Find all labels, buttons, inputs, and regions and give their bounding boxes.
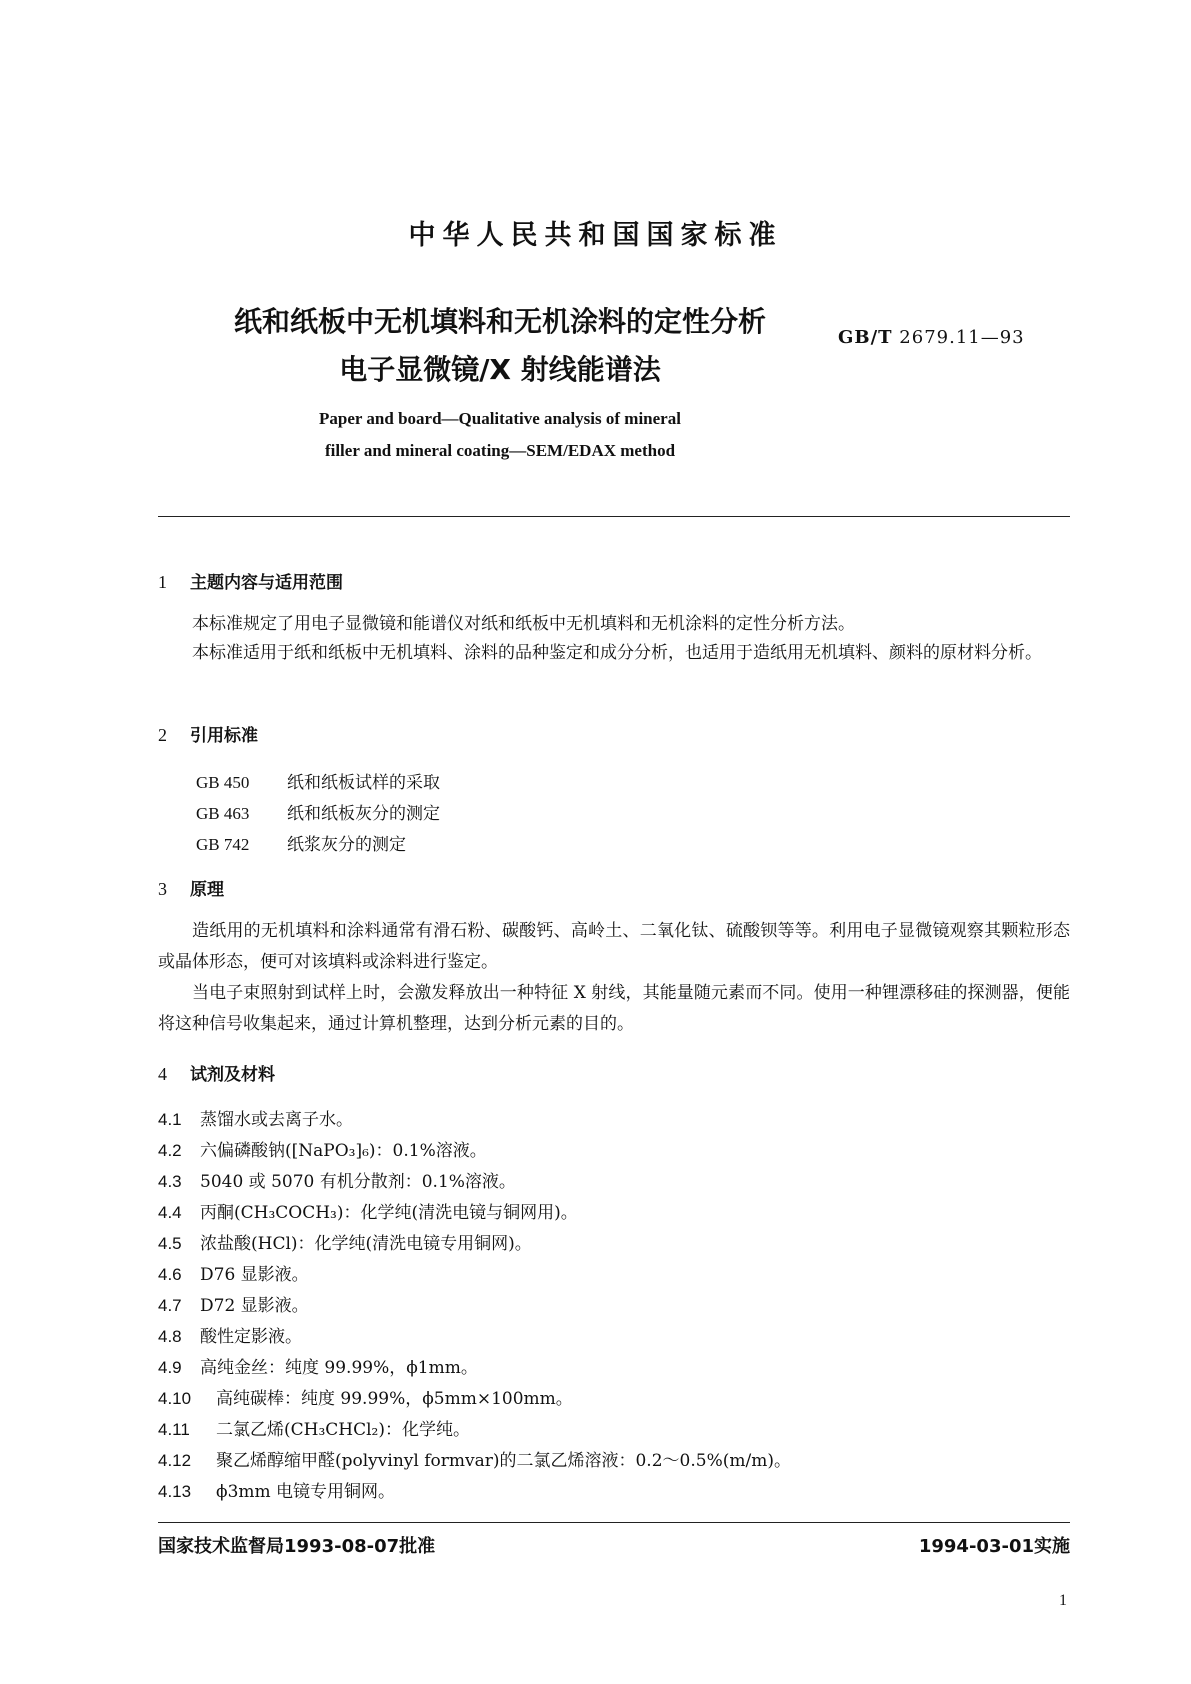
item-text: 高纯金丝：纯度 99.99%，ϕ1mm。: [200, 1358, 478, 1378]
list-item: [158, 1353, 478, 1378]
item-text: D72 显影液。: [200, 1296, 309, 1316]
reference-item: [196, 799, 440, 824]
item-text: ϕ3mm 电镜专用铜网。: [216, 1482, 396, 1502]
item-text: 5040 或 5070 有机分散剂：0.1%溶液。: [200, 1172, 516, 1192]
approval-date: 国家技术监督局1993-08-07批准: [158, 1536, 436, 1557]
standard-number: [838, 327, 1025, 348]
item-number: 4.5: [158, 1234, 182, 1253]
section-number: 3: [158, 879, 167, 899]
item-number: 4.10: [158, 1389, 192, 1408]
list-item: [158, 1167, 516, 1192]
section-title: 主题内容与适用范围: [190, 573, 343, 593]
section-3-paragraph-1: 造纸用的无机填料和涂料通常有滑石粉、碳酸钙、高岭土、二氧化钛、硫酸钡等等。利用电子显微镜观察其颗粒形态或晶体形态，便可对该填料或涂料进行鉴定。: [158, 921, 1070, 972]
implementation-date: 1994-03-01实施: [918, 1536, 1070, 1557]
header-divider: [158, 516, 1070, 517]
reference-item: [196, 830, 406, 855]
reference-title: 纸浆灰分的测定: [287, 835, 406, 855]
section-title: 试剂及材料: [190, 1065, 275, 1085]
list-item: [158, 1322, 302, 1347]
standard-prefix: GB/T: [838, 327, 893, 348]
list-item: [158, 1415, 470, 1440]
section-number: 4: [158, 1064, 167, 1084]
title-en-line1: Paper and board—Qualitative analysis of mineral: [319, 409, 681, 428]
list-item: [158, 1384, 573, 1409]
item-text: 浓盐酸(HCl)：化学纯(清洗电镜专用铜网)。: [200, 1234, 532, 1254]
section-3-heading: [158, 875, 224, 900]
section-title: 引用标准: [190, 726, 258, 746]
section-4-heading: [158, 1060, 275, 1085]
item-number: 4.7: [158, 1296, 182, 1315]
reference-item: [196, 768, 440, 793]
item-text: 六偏磷酸钠([NaPO₃]₆)：0.1%溶液。: [200, 1141, 487, 1161]
section-2-heading: [158, 721, 258, 746]
section-1-paragraph-1: 本标准规定了用电子显微镜和能谱仪对纸和纸板中无机填料和无机涂料的定性分析方法。: [192, 614, 855, 634]
reference-code: GB 450: [196, 773, 250, 792]
item-text: 酸性定影液。: [200, 1327, 302, 1347]
list-item: [158, 1105, 353, 1130]
section-title: 原理: [190, 880, 224, 900]
list-item: [158, 1260, 309, 1285]
reference-title: 纸和纸板灰分的测定: [287, 804, 440, 824]
list-item: [158, 1198, 578, 1223]
reference-title: 纸和纸板试样的采取: [287, 773, 440, 793]
list-item: [158, 1477, 395, 1502]
item-text: 高纯碳棒：纯度 99.99%，ϕ5mm×100mm。: [216, 1389, 573, 1409]
item-number: 4.2: [158, 1141, 182, 1160]
section-number: 2: [158, 725, 167, 745]
title-cn-line1: 纸和纸板中无机填料和无机涂料的定性分析: [233, 305, 766, 338]
footer-divider: [158, 1522, 1070, 1523]
item-number: 4.3: [158, 1172, 182, 1191]
page-number: 1: [1059, 1592, 1067, 1609]
item-text: 聚乙烯醇缩甲醛(polyvinyl formvar)的二氯乙烯溶液：0.2～0.5%(m/m)。: [216, 1451, 791, 1471]
item-number: 4.8: [158, 1327, 182, 1346]
item-text: 蒸馏水或去离子水。: [200, 1110, 353, 1130]
section-3-paragraph-2: 当电子束照射到试样上时，会激发释放出一种特征 X 射线，其能量随元素而不同。使用一种锂漂移硅的探测器，便能将这种信号收集起来，通过计算机整理，达到分析元素的目的。: [158, 983, 1070, 1034]
list-item: [158, 1136, 487, 1161]
standard-code: 2679.11—93: [899, 327, 1025, 348]
section-number: 1: [158, 572, 167, 592]
reference-code: GB 742: [196, 835, 250, 854]
item-number: 4.9: [158, 1358, 182, 1377]
section-1-heading: [158, 568, 343, 593]
item-number: 4.12: [158, 1451, 192, 1470]
item-number: 4.1: [158, 1110, 182, 1129]
reference-code: GB 463: [196, 804, 250, 823]
section-1-paragraph-2: 本标准适用于纸和纸板中无机填料、涂料的品种鉴定和成分分析，也适用于造纸用无机填料、颜料的原材料分析。: [192, 643, 1042, 663]
item-text: D76 显影液。: [200, 1265, 309, 1285]
item-number: 4.11: [158, 1420, 190, 1439]
title-cn-line2: 电子显微镜/X 射线能谱法: [339, 353, 661, 386]
item-number: 4.6: [158, 1265, 182, 1284]
list-item: [158, 1291, 309, 1316]
national-standard-heading: 中华人民共和国国家标准: [408, 220, 783, 251]
item-number: 4.4: [158, 1203, 182, 1222]
item-text: 丙酮(CH₃COCH₃)：化学纯(清洗电镜与铜网用)。: [200, 1203, 578, 1223]
item-text: 二氯乙烯(CH₃CHCl₂)：化学纯。: [216, 1420, 471, 1440]
item-number: 4.13: [158, 1482, 192, 1501]
list-item: [158, 1446, 791, 1471]
list-item: [158, 1229, 532, 1254]
title-en-line2: filler and mineral coating—SEM/EDAX method: [324, 441, 676, 460]
